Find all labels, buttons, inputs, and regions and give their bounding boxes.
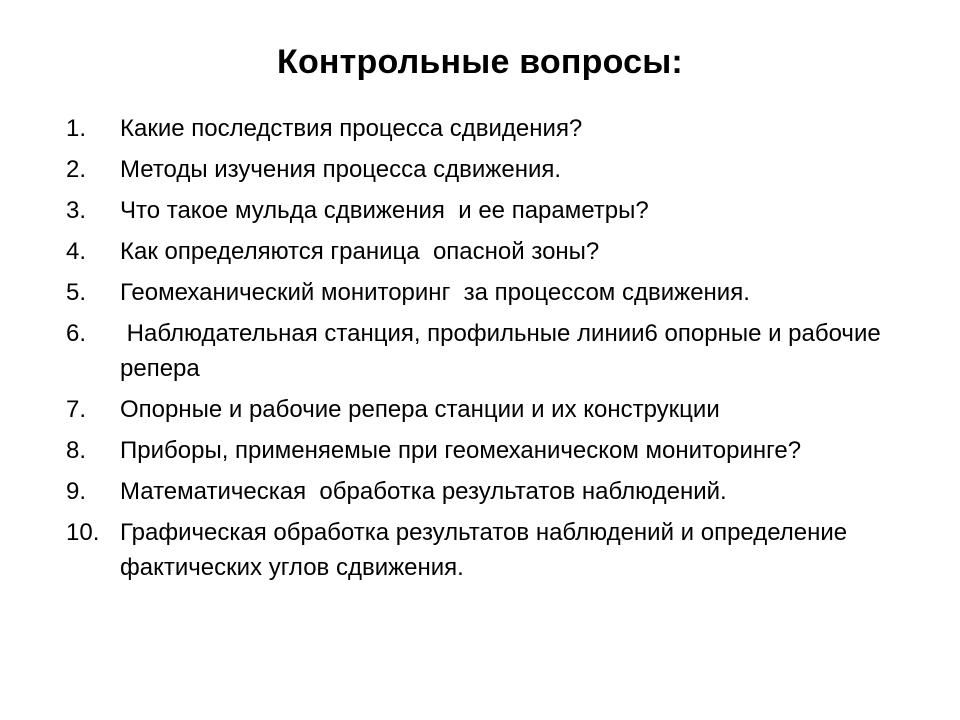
question-text: Математическая обработка результатов наблюдений. xyxy=(120,478,727,505)
question-text: Приборы, применяемые при геомеханическом мониторинге? xyxy=(120,437,802,464)
list-item xyxy=(66,275,916,310)
list-item xyxy=(66,474,916,509)
question-number: 6. xyxy=(66,320,87,347)
list-item xyxy=(66,316,916,386)
question-number: 3. xyxy=(66,197,87,224)
question-number: 7. xyxy=(66,396,87,423)
question-text: Графическая обработка результатов наблюдений и определение фактических углов сдвижения. xyxy=(120,519,854,581)
list-item xyxy=(66,111,916,146)
questions-list xyxy=(66,111,916,591)
question-text: Опорные и рабочие репера станции и их конструкции xyxy=(120,396,720,423)
list-item xyxy=(66,515,916,585)
question-text: Методы изучения процесса сдвижения. xyxy=(120,156,562,183)
question-text: Какие последствия процесса сдвидения? xyxy=(120,115,583,142)
question-number: 8. xyxy=(66,437,87,464)
slide-title: Контрольные вопросы: xyxy=(277,43,683,81)
question-number: 1. xyxy=(66,115,87,142)
question-number: 4. xyxy=(66,238,87,265)
list-item xyxy=(66,193,916,228)
list-item xyxy=(66,392,916,427)
list-item xyxy=(66,433,916,468)
question-text: Наблюдательная станция, профильные линии6 опорные и рабочие репера xyxy=(120,320,888,382)
question-number: 2. xyxy=(66,156,87,183)
question-number: 9. xyxy=(66,478,87,505)
list-item xyxy=(66,234,916,269)
list-item xyxy=(66,152,916,187)
question-text: Что такое мульда сдвижения и ее параметры? xyxy=(120,197,649,224)
question-number: 10. xyxy=(66,519,100,546)
question-number: 5. xyxy=(66,279,87,306)
question-text: Как определяются граница опасной зоны? xyxy=(120,238,600,265)
question-text: Геомеханический мониторинг за процессом сдвижения. xyxy=(120,279,750,306)
